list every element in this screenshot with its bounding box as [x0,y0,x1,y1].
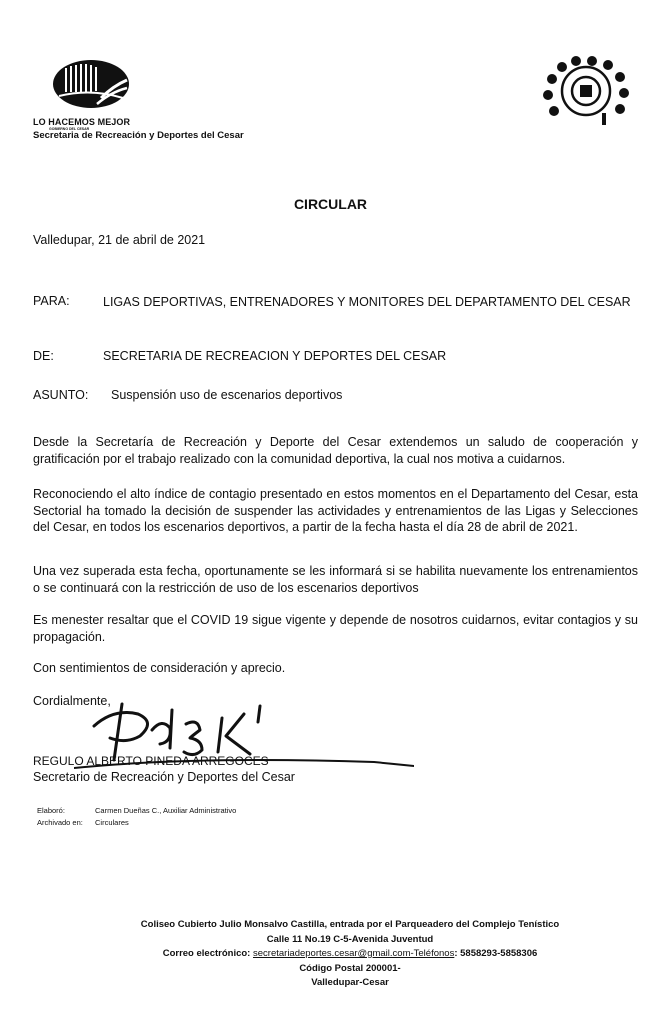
stadium-logo-icon [51,58,131,110]
handwritten-signature [74,700,414,780]
body-paragraph: Una vez superada esta fecha, oportunamente se les informará si se habilita nuevamente los entrenamientos o se continuará con la restricción de uso de los escenarios deportivos [33,564,638,595]
asunto-value: Suspensión uso de escenarios deportivos [111,388,343,402]
phones-label: -Teléfonos [410,948,455,959]
government-logo [33,58,183,132]
body-paragraph: Es menester resaltar que el COVID 19 sigue vigente y depende de nosotros cuidarnos, evitar contagios y su propagación. [33,613,638,644]
archivado-line [37,818,129,827]
para-value: LIGAS DEPORTIVAS, ENTRENADORES Y MONITORES DEL DEPARTAMENTO DEL CESAR [103,295,631,309]
phone-numbers: 5858293-5858306 [460,948,538,959]
footer-contact: Correo electrónico: secretariadeportes.cesar@gmail.com-Teléfonos: 5858293-5858306 [162,948,538,959]
body-paragraph: Con sentimientos de consideración y aprecio. [33,661,286,675]
document-title: CIRCULAR [293,196,368,212]
organization-name: Secretaria de Recreación y Deportes del Cesar [33,130,244,141]
email-link[interactable]: secretariadeportes.cesar@gmail.com [253,948,411,959]
elaboro-value: Carmen Dueñas C., Auxiliar Administrativo [95,806,237,815]
logo-subtitle: GOBIERNO DEL CESAR [49,127,90,131]
signer-role: Secretario de Recreación y Deportes del Cesar [33,770,295,784]
archivado-value: Circulares [95,818,129,827]
body-paragraph: Reconociendo el alto índice de contagio presentado en estos momentos en el Departamento del Cesar, esta Sectorial ha tomado la decisión de suspender las actividades y entrenamientos de las Ligas y Selecciones del Cesar, en todos los escenarios deportivos, a partir de la fecha hasta el día 28 de abril de 2021. [33,487,638,534]
elaboro-label: Elaboró: [37,806,65,815]
department-seal-icon [540,55,632,127]
elaboro-line [37,806,237,815]
de-value: SECRETARIA DE RECREACION Y DEPORTES DEL CESAR [103,349,447,363]
document-date: Valledupar, 21 de abril de 2021 [33,233,206,247]
footer-city: Valledupar-Cesar [311,977,389,988]
signer-name: REGULO ALBERTO PINEDA ARREGOCES [33,754,269,768]
footer-address [80,918,620,991]
para-label: PARA: [33,294,70,308]
de-label: DE: [33,349,54,363]
email-label: Correo electrónico: [162,948,251,959]
logo-slogan: LO HACEMOS MEJOR [33,117,131,127]
closing-salutation: Cordialmente, [33,694,111,708]
footer-line-1: Coliseo Cubierto Julio Monsalvo Castilla, entrada por el Parqueadero del Complejo Tenístico [140,919,560,930]
archivado-label: Archivado en: [37,818,83,827]
footer-postal: Código Postal 200001- [299,962,401,974]
body-paragraph: Desde la Secretaría de Recreación y Deporte del Cesar extendemos un saludo de cooperación y gratificación por el trabajo realizado con la comunidad deportiva, la cual nos motiva a cuidarnos. [33,435,638,466]
footer-line-2: Calle 11 No.19 C-5-Avenida Juventud [266,933,434,945]
asunto-label: ASUNTO: [33,388,89,402]
